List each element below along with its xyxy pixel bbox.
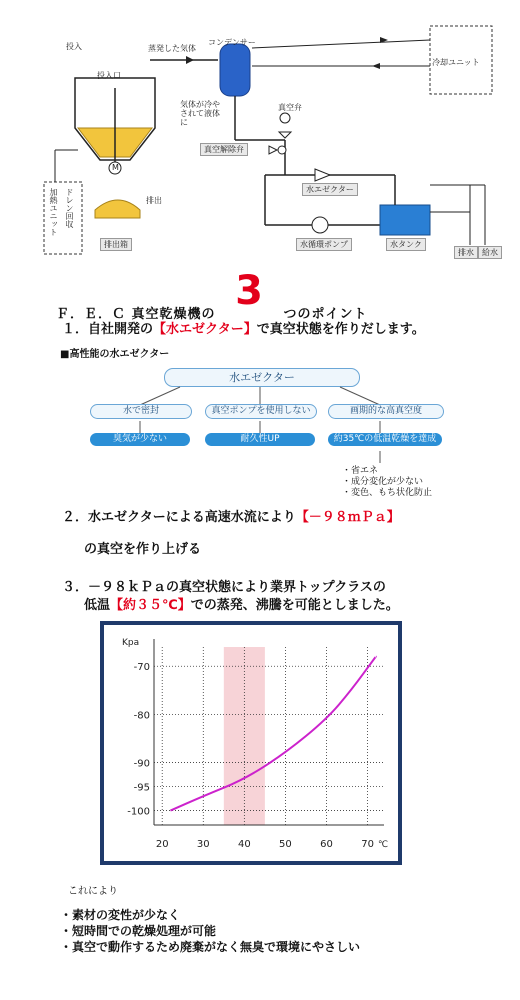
headline-number: 3 (235, 268, 264, 314)
x-tick-label-2: 40 (237, 839, 251, 850)
series-line-0 (170, 657, 375, 811)
ejector-col2-top: 真空ポンプを使用しない (205, 404, 317, 419)
point-2-highlight: 【－９８ｍＰａ】 (295, 510, 400, 525)
point-1 (62, 318, 425, 337)
discharge-box-icon (95, 200, 140, 218)
vacuum-valve-motor-icon (280, 113, 290, 123)
ejector-col3-bottom: 約35℃の低温乾燥を達成 (328, 433, 442, 446)
point-3-line2-prefix: 低温 (84, 598, 111, 613)
label-heating-unit: 加熱ユニット (49, 188, 58, 236)
x-unit-label: ℃ (378, 840, 389, 850)
ejector-col1-bottom: 臭気が少ない (90, 433, 190, 446)
headline-suffix: つのポイント (283, 307, 368, 322)
label-gas-cooled: 気体が冷やされて液体に (180, 100, 220, 127)
headline-prefix: Ｆ．Ｅ．Ｃ 真空乾燥機の (56, 307, 216, 322)
vacuum-release-valve-icon (269, 146, 277, 154)
y-tick-label-0: -70 (133, 662, 150, 674)
water-tank-icon (380, 205, 430, 235)
results-intro: これにより (68, 886, 118, 897)
label-ejector: 水エゼクター (302, 183, 358, 196)
point-1-highlight: 【水エゼクター】 (153, 322, 257, 337)
ejector-note-3: ・変色、もち状化防止 (342, 488, 433, 498)
ejector-col2-bottom: 耐久性UP (205, 433, 315, 446)
result-bullet-1: ・素材の変性が少なく (60, 908, 181, 922)
label-vacuum-valve: 真空弁 (278, 103, 302, 112)
ejector-chart-title: 水エゼクター (164, 368, 360, 387)
label-water-tank: 水タンク (386, 238, 426, 251)
label-circ-pump: 水循環ポンプ (296, 238, 352, 251)
label-drain: 排水 (454, 246, 478, 259)
point-2-prefix: ２．水エゼクターによる高速水流により (62, 510, 296, 525)
x-tick-label-5: 70 (361, 839, 374, 850)
x-tick-label-1: 30 (196, 839, 210, 850)
label-evaporated-gas: 蒸発した気体 (148, 44, 196, 53)
point-3-line2 (84, 594, 399, 613)
result-bullet-2: ・短時間での乾燥処理が可能 (60, 924, 217, 938)
ejector-icon (315, 169, 330, 181)
process-diagram (0, 0, 520, 262)
ejector-chart (60, 345, 460, 498)
label-supply: 給水 (478, 246, 502, 259)
label-discharge-box: 排出箱 (100, 238, 132, 251)
point-1-suffix: で真空状態を作りだします。 (256, 322, 425, 337)
label-discharge: 排出 (146, 196, 162, 205)
x-tick-label-0: 20 (155, 839, 169, 850)
vacuum-valve-icon (279, 132, 291, 138)
point-1-prefix: １．自社開発の (62, 322, 154, 337)
y-axis-label: Kpa (122, 638, 140, 648)
label-motor: M (112, 163, 119, 172)
label-drain-recovery: ドレン回収 (65, 188, 74, 228)
headline (56, 268, 368, 322)
y-tick-label-1: -80 (133, 710, 150, 722)
y-tick-label-2: -90 (133, 758, 150, 770)
x-tick-label-4: 60 (320, 839, 333, 850)
ejector-note-1: ・省エネ (342, 466, 379, 476)
label-input-port: 投入口 (97, 71, 121, 80)
y-tick-label-4: -100 (127, 806, 150, 818)
point-3-line2-highlight: 【約３５℃】 (110, 598, 191, 613)
ejector-note-2: ・成分変化が少ない (342, 477, 424, 487)
ejector-col1-top: 水で密封 (90, 404, 192, 419)
label-condenser: コンデンサー (208, 38, 256, 47)
vacuum-chart (104, 625, 398, 861)
ejector-col3-top: 画期的な高真空度 (328, 404, 444, 419)
process-diagram-lines (0, 0, 520, 262)
point-2-line2: の真空を作り上げる (84, 542, 202, 557)
label-input: 投入 (66, 42, 82, 51)
result-bullet-3: ・真空で動作するため廃棄がなく無臭で環境にやさしい (60, 940, 361, 954)
point-3-line2-suffix: での蒸発、沸騰を可能としました。 (190, 598, 399, 613)
condenser-icon (220, 44, 250, 96)
x-tick-label-3: 50 (279, 839, 292, 850)
y-tick-label-3: -95 (133, 782, 150, 794)
point-2 (62, 506, 400, 525)
point-3-line1: ３．－９８ｋＰａの真空状態により業界トップクラスの (62, 580, 386, 595)
label-cooling-unit: 冷却ユニット (432, 58, 480, 67)
pump-icon (312, 217, 328, 233)
vacuum-chart-frame (100, 621, 402, 865)
label-vacuum-release-valve: 真空解除弁 (200, 143, 248, 156)
ejector-chart-caption: ■高性能の水エゼクター (60, 349, 170, 360)
highlight-band (224, 647, 265, 825)
